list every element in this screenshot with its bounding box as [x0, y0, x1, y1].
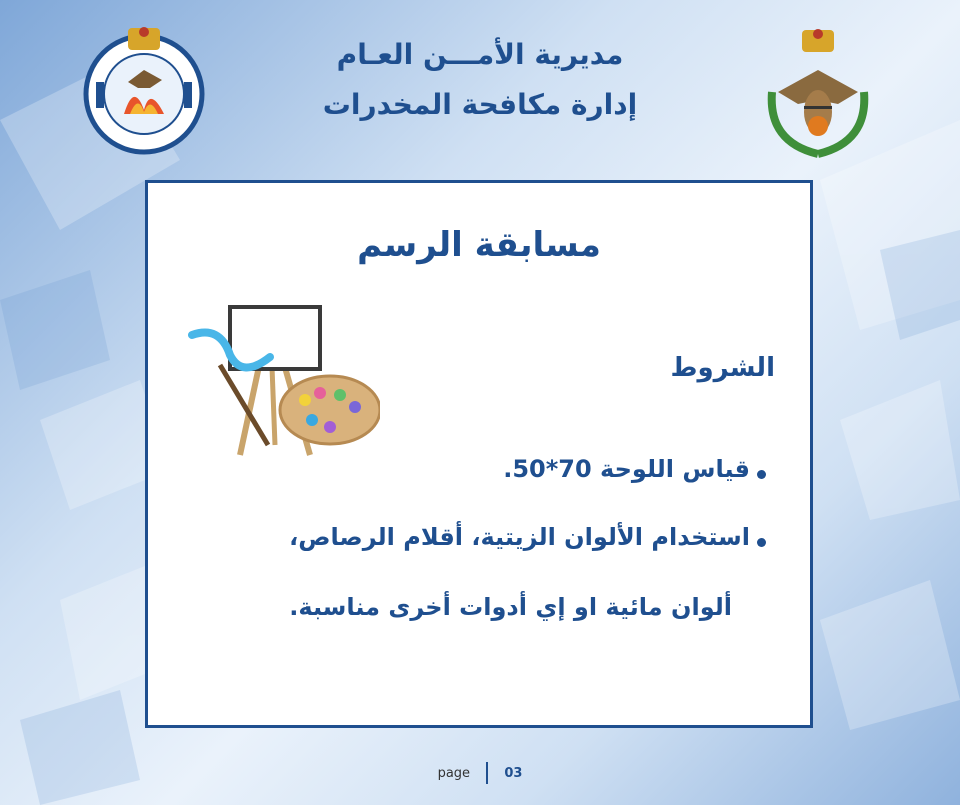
bullet-icon	[757, 470, 766, 479]
condition-item: قياس اللوحة 70*50.	[503, 455, 750, 483]
header-line-2: إدارة مكافحة المخدرات	[322, 88, 638, 121]
competition-card	[145, 180, 813, 728]
page-footer	[0, 762, 960, 784]
bullet-icon	[757, 538, 766, 547]
anti-narcotics-logo-icon	[78, 22, 210, 156]
conditions-heading: الشروط	[670, 353, 775, 383]
public-security-emblem-icon	[752, 22, 884, 162]
page-label: page	[437, 765, 471, 781]
condition-item: استخدام الألوان الزيتية، أقلام الرصاص،	[289, 523, 750, 551]
footer-divider	[486, 762, 488, 784]
header-line-1: مديرية الأمـــن العـام	[336, 38, 624, 71]
page-number: 03	[504, 765, 523, 781]
card-title: مسابقة الرسم	[357, 225, 601, 265]
condition-continuation: ألوان مائية او إي أدوات أخرى مناسبة.	[289, 593, 732, 621]
easel-palette-icon	[180, 295, 380, 465]
